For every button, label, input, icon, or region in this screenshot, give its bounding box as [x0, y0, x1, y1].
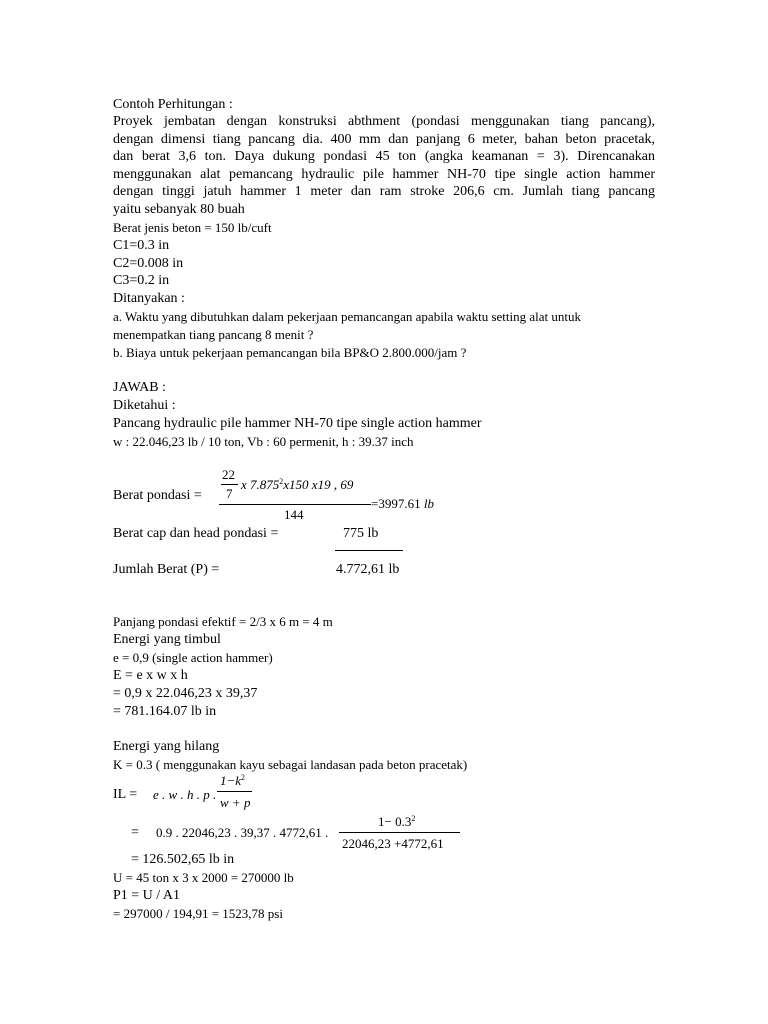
energy-line: E = e x w x h	[113, 668, 188, 683]
panjang-pondasi: Panjang pondasi efektif = 2/3 x 6 m = 4 m	[113, 614, 333, 629]
sub-fraction-bar	[339, 832, 460, 833]
sum-underline	[335, 550, 403, 551]
sub-numerator: $1- 0.3^2$	[378, 814, 416, 829]
energy-title: Energi yang timbul	[113, 632, 221, 647]
il-fraction-bar	[217, 791, 252, 792]
problem-line: Proyek jembatan dengan konstruksi abthment (pondasi menggunakan tiang pancang),	[113, 114, 655, 129]
heading: Contoh Perhitungan :	[113, 97, 233, 112]
fraction-denominator: 7	[226, 486, 233, 501]
hammer-params: w : 22.046,23 lb / 10 ton, Vb : 60 permenit, h : 39.37 inch	[113, 434, 414, 449]
given-line: C1=0.3 in	[113, 238, 170, 253]
berat-expression: x 7.875$^2$x150 x19 , 69	[241, 477, 354, 492]
fraction-numerator: 22	[222, 467, 235, 482]
il-numerator: $1-k^2$	[220, 773, 246, 788]
il-expression: e . w . h . p .	[153, 787, 217, 802]
berat-pondasi-label: Berat pondasi =	[113, 488, 202, 503]
sub-denominator: 22046,23 +4772,61	[342, 836, 444, 851]
main-fraction-bar	[219, 504, 371, 505]
problem-paragraph	[113, 113, 655, 219]
k-line: K = 0.3 ( menggunakan kayu sebagai landasan pada beton pracetak)	[113, 757, 468, 772]
given-line: C3=0.2 in	[113, 273, 170, 288]
berat-denominator: 144	[284, 507, 304, 522]
question-line: b. Biaya untuk pekerjaan pemancangan bila BP&O 2.800.000/jam ?	[113, 345, 467, 360]
berat-result: =3997.61 lb	[371, 496, 434, 511]
problem-line: dengan tinggi jatuh hammer 1 meter dan ram stroke 206,6 cm. Jumlah tiang pancang	[113, 184, 655, 200]
il-denominator: w + p	[220, 795, 251, 810]
problem-line: dengan dimensi tiang pancang dia. 400 mm dan panjang 6 meter, bahan beton pracetak,	[113, 131, 655, 147]
known-label: Diketahui :	[113, 398, 176, 413]
given-line: Berat jenis beton = 150 lb/cuft	[113, 220, 272, 235]
energy-loss-title: Energi yang hilang	[113, 739, 220, 754]
final-line: U = 45 ton x 3 x 2000 = 270000 lb	[113, 870, 294, 885]
question-line: a. Waktu yang dibutuhkan dalam pekerjaan pemancangan apabila waktu setting alat untuk	[113, 309, 581, 324]
answer-heading: JAWAB :	[113, 380, 166, 395]
il-label: IL =	[113, 787, 138, 802]
final-line: P1 = U / A1	[113, 888, 181, 903]
energy-line: = 0,9 x 22.046,23 x 39,37	[113, 686, 258, 701]
il-result: = 126.502,65 lb in	[131, 852, 235, 867]
berat-cap-value: 775 lb	[343, 526, 379, 541]
equals-sign: =	[131, 825, 139, 840]
problem-line: dan berat 3,6 ton. Daya dukung pondasi 45 ton (angka keamanan = 3). Direncanakan	[113, 149, 655, 165]
hammer-line: Pancang hydraulic pile hammer NH-70 tipe single action hammer	[113, 416, 482, 431]
jumlah-berat-value: 4.772,61 lb	[336, 562, 400, 577]
berat-cap-label: Berat cap dan head pondasi =	[113, 526, 279, 541]
given-line: C2=0.008 in	[113, 256, 184, 271]
energy-result: = 781.164.07 lb in	[113, 704, 217, 719]
problem-line: menggunakan alat pemancang hydraulic pile hammer NH-70 tipe single action hammer	[113, 166, 655, 182]
jumlah-berat-label: Jumlah Berat (P) =	[113, 562, 220, 577]
question-line: menempatkan tiang pancang 8 menit ?	[113, 327, 314, 342]
il-substitution: 0.9 . 22046,23 . 39,37 . 4772,61 .	[156, 825, 329, 840]
final-line: = 297000 / 194,91 = 1523,78 psi	[113, 906, 283, 921]
asked-label: Ditanyakan :	[113, 291, 185, 306]
problem-line: yaitu sebanyak 80 buah	[113, 201, 245, 217]
fraction-bar	[221, 484, 238, 485]
energy-line: e = 0,9 (single action hammer)	[113, 650, 273, 665]
